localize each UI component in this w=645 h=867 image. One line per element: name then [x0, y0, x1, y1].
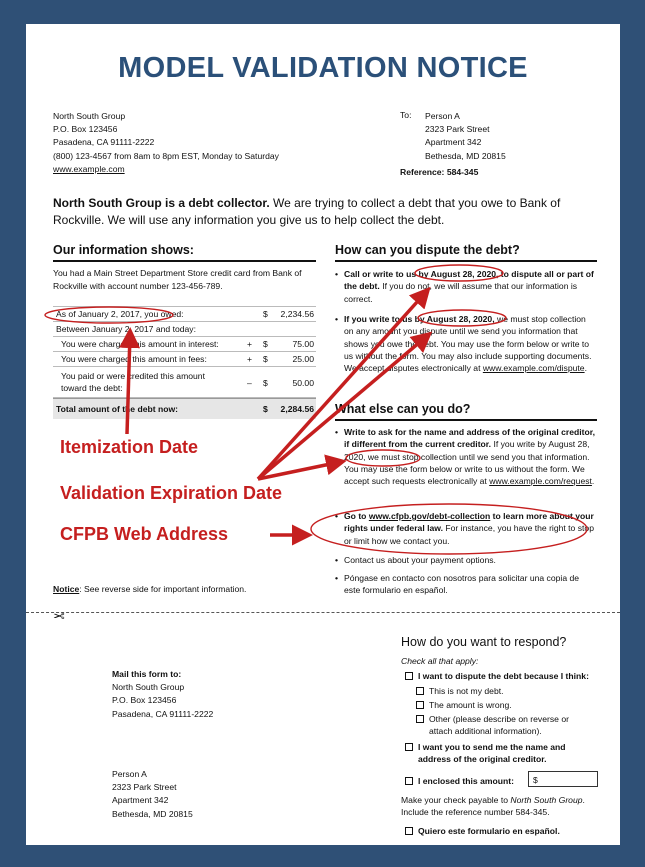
sender-phone: (800) 123-4567 from 8am to 8pm EST, Monday to Saturday	[53, 150, 279, 161]
creditor-date-circle	[346, 450, 420, 466]
return-name: Person A	[112, 769, 147, 779]
else-heading: What else can you do?	[335, 402, 597, 421]
dispute-call-bold-end: , to dispute all or part of the debt.	[344, 269, 594, 292]
itemization-date-annotation: Itemization Date	[60, 437, 199, 457]
notice-text: : See reverse side for important information.	[79, 584, 247, 594]
fees-sign: +	[247, 354, 253, 364]
intro-text: We are trying to collect a debt that you owe to Bank of Rockville. We will use any information you give us to help collect the debt.	[53, 196, 561, 227]
fees-amount: 25.00	[292, 354, 314, 364]
info-heading: Our information shows:	[53, 243, 316, 262]
paid-amount: 50.00	[292, 378, 314, 388]
amount-wrong-label: The amount is wrong.	[429, 700, 512, 710]
mail-to-name: North South Group	[112, 682, 185, 693]
else-creditor-bold: Write to ask for the name and address of the original creditor, if different from the current creditor.	[344, 427, 596, 450]
page-title: MODEL VALIDATION NOTICE	[118, 52, 528, 84]
sender-name: North South Group	[53, 111, 126, 121]
else-payment-text: Contact us about your payment options.	[344, 555, 496, 565]
fees-label: You were charged this amount in fees:	[61, 354, 207, 364]
creditor-info-label: I want you to send me the name and address of the original creditor.	[418, 742, 566, 764]
other-label: Other (please describe on reverse or attach additional information).	[429, 714, 569, 736]
interest-amount: 75.00	[292, 339, 314, 349]
spanish-form-label: Quiero este formulario en español.	[418, 826, 560, 836]
mail-to-heading: Mail this form to:	[112, 669, 182, 679]
cfpb-address-annotation: CFPB Web Address	[60, 524, 229, 544]
respond-heading: How do you want to respond?	[401, 635, 567, 649]
reference-label: Reference:	[400, 167, 445, 177]
owed-label: As of January 2, 2017, you owed:	[56, 309, 184, 319]
check-payee: North South Group	[510, 795, 583, 805]
else-cfpb-bold: Go to	[344, 511, 369, 521]
return-address-line: Bethesda, MD 20815	[112, 808, 193, 819]
return-address-line: Apartment 342	[112, 795, 169, 806]
dispute-call-text: If you do not, we will assume that our information is correct.	[344, 281, 578, 304]
not-my-debt-label: This is not my debt.	[429, 686, 504, 696]
bullet-icon: •	[335, 427, 339, 437]
else-spanish-text: Póngase en contacto con nosotros para solicitar una copia de este formulario en español.	[344, 573, 580, 596]
request-link[interactable]: www.example.com/request	[489, 476, 592, 487]
interest-sign: +	[247, 339, 253, 349]
dispute-call-date: August 28, 2020	[430, 269, 497, 279]
recipient-address-line: 2323 Park Street	[425, 124, 490, 135]
recipient-address-line: Bethesda, MD 20815	[425, 150, 506, 161]
scissors-icon: ✂	[53, 608, 65, 624]
validation-arrow-2	[258, 336, 427, 479]
bullet-icon: •	[335, 314, 339, 324]
owed-amount: 2,234.56	[280, 309, 314, 319]
else-creditor-text-2: , we must stop collection until we send you that information. You may use the form below or write to us without the form. We accept such requests electronically at	[344, 451, 590, 487]
else-cfpb-text: For instance, you have the right to stop or limit how we contact you.	[344, 523, 594, 546]
paid-sign: –	[247, 378, 252, 388]
notice-page	[26, 24, 620, 845]
check-note-text-2: . Include the reference number 584-345.	[401, 795, 585, 818]
dispute-link[interactable]: www.example.com/dispute	[482, 363, 585, 374]
dispute-call-bold: Call or write to us by	[344, 269, 431, 279]
sender-website-link[interactable]: www.example.com	[53, 163, 125, 174]
paid-label: You paid or were credited this amount toward the debt:	[61, 371, 205, 393]
dispute-write-text: we must stop collection on any amount you dispute until we send you information that shows you owe the debt. You may use the form below or write to us without the form. You may also include supporting documents. We accept disputes electronically at	[344, 314, 592, 374]
validation-date-annotation: Validation Expiration Date	[60, 483, 283, 503]
else-cfpb-bold-2: to learn more about your rights under federal law.	[344, 511, 594, 534]
write-date-circle	[418, 310, 506, 326]
notice-label: Notice	[53, 584, 80, 594]
cfpb-link[interactable]: www.cfpb.gov/debt-collection	[368, 511, 491, 521]
mail-to-address-line: Pasadena, CA 91111-2222	[112, 708, 214, 719]
bullet-icon: •	[335, 573, 339, 583]
enclosed-amount-label: I enclosed this amount:	[418, 776, 514, 786]
itemization-arrow	[127, 334, 130, 434]
return-address-line: 2323 Park Street	[112, 782, 177, 793]
check-all-label: Check all that apply:	[401, 656, 479, 666]
interest-label: You were charged this amount in interest:	[61, 339, 219, 349]
annotation-overlay	[26, 24, 620, 845]
mail-to-address-line: P.O. Box 123456	[112, 695, 177, 706]
check-note-text: Make your check payable to	[401, 795, 511, 805]
between-label: Between January 2, 2017 and today:	[56, 324, 196, 334]
dispute-write-bold-end: ,	[492, 314, 495, 324]
else-creditor-date: August 28, 2020	[344, 439, 590, 462]
bullet-icon: •	[335, 555, 339, 565]
total-label: Total amount of the debt now:	[56, 404, 179, 414]
bullet-icon: •	[335, 269, 339, 279]
total-amount: 2,284.56	[280, 404, 314, 414]
recipient-name: Person A	[425, 111, 460, 121]
else-creditor-text: If you write by	[491, 439, 549, 450]
sender-address-line: Pasadena, CA 91111-2222	[53, 137, 155, 148]
dispute-option-label: I want to dispute the debt because I think:	[418, 671, 589, 681]
owed-date-circle	[45, 307, 173, 323]
recipient-address-line: Apartment 342	[425, 137, 482, 148]
account-description: You had a Main Street Department Store credit card from Bank of Rockville with account number 123-456-789.	[53, 268, 302, 291]
paid-currency: $	[263, 378, 268, 388]
fees-currency: $	[263, 354, 268, 364]
cfpb-link-circle	[311, 504, 587, 554]
dispute-heading: How can you dispute the debt?	[335, 243, 597, 262]
dispute-write-date: August 28, 2020	[426, 314, 493, 324]
interest-currency: $	[263, 339, 268, 349]
bullet-icon: •	[335, 511, 339, 521]
reference-number: 584-345	[446, 167, 479, 177]
call-date-circle	[415, 265, 503, 281]
total-currency: $	[263, 404, 268, 414]
amount-input[interactable]: $	[528, 771, 598, 787]
dispute-write-end: .	[584, 363, 587, 374]
else-creditor-end: .	[591, 476, 595, 487]
owed-currency: $	[263, 309, 268, 319]
to-label: To:	[400, 110, 412, 120]
sender-address-line: P.O. Box 123456	[53, 124, 118, 135]
dispute-write-bold: If you write to us by	[344, 314, 427, 324]
intro-bold: North South Group is a debt collector.	[53, 196, 270, 210]
